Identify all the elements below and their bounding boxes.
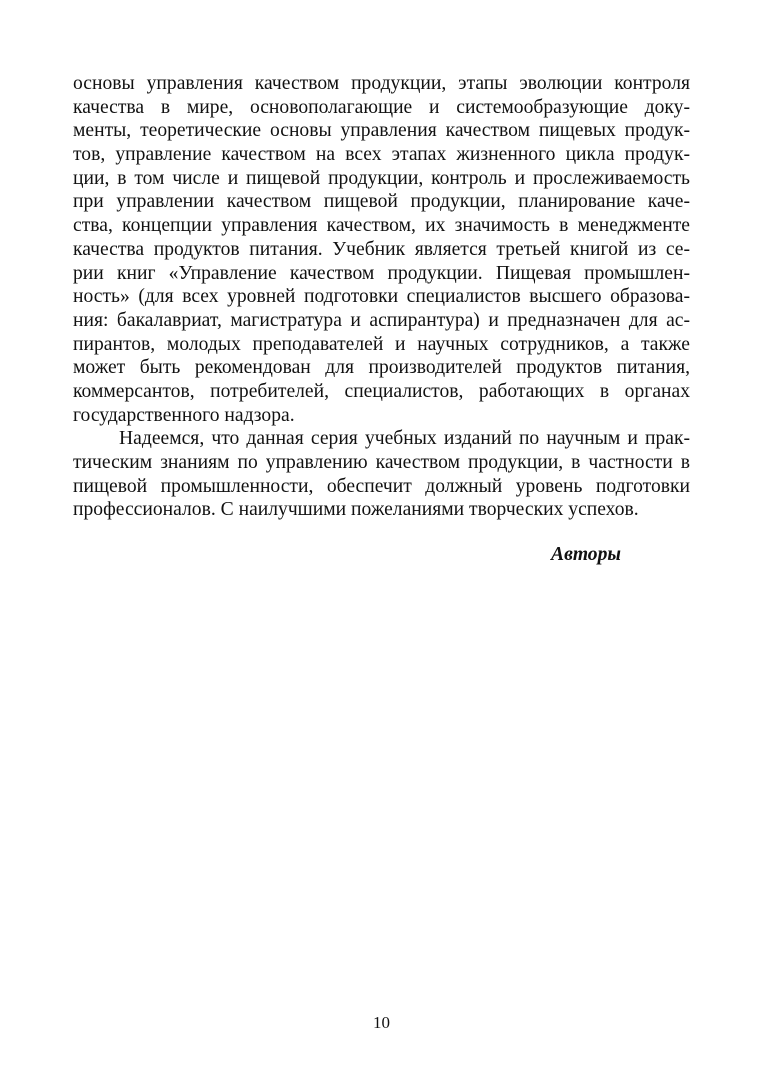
paragraph-1 (73, 72, 690, 427)
text-line: может быть рекомендован для производителей продуктов питания, (73, 357, 690, 379)
text-line: менты, теоретические основы управления качеством пищевых продук- (73, 120, 690, 142)
text-line: ства, концепции управления качеством, их значимость в менеджменте (73, 215, 690, 237)
text-line: качества в мире, основополагающие и системообразующие доку- (73, 96, 690, 118)
text-line: ции, в том числе и пищевой продукции, контроль и прослеживаемость (73, 167, 690, 189)
text-line: при управлении качеством пищевой продукции, планирование каче- (73, 191, 690, 213)
page-number: 10 (373, 1013, 390, 1032)
text-line: качества продуктов питания. Учебник является третьей книгой из се- (73, 238, 690, 260)
text-line: пирантов, молодых преподавателей и научных сотрудников, а также (73, 333, 690, 355)
text-line: основы управления качеством продукции, этапы эволюции контроля (73, 73, 690, 94)
paragraph-2 (73, 427, 690, 522)
text-line: рии книг «Управление качеством продукции. Пищевая промышлен- (73, 262, 690, 284)
authors-signature: Авторы (551, 544, 621, 565)
text-line: тов, управление качеством на всех этапах жизненного цикла продук- (73, 144, 690, 166)
text-line: профессионалов. С наилучшими пожеланиями творческих успехов. (73, 499, 639, 521)
body-text (73, 72, 690, 522)
text-line: ния: бакалавриат, магистратура и аспирантура) и предназначен для ас- (73, 309, 690, 331)
text-line: Надеемся, что данная серия учебных изданий по научным и прак- (119, 428, 690, 450)
text-line: государственного надзора. (73, 404, 295, 426)
text-line: коммерсантов, потребителей, специалистов, работающих в органах (73, 380, 690, 402)
text-line: пищевой промышленности, обеспечит должный уровень подготовки (73, 475, 690, 497)
text-line: тическим знаниям по управлению качеством продукции, в частности в (73, 452, 690, 473)
text-line: ность» (для всех уровней подготовки специалистов высшего образова- (73, 286, 690, 308)
